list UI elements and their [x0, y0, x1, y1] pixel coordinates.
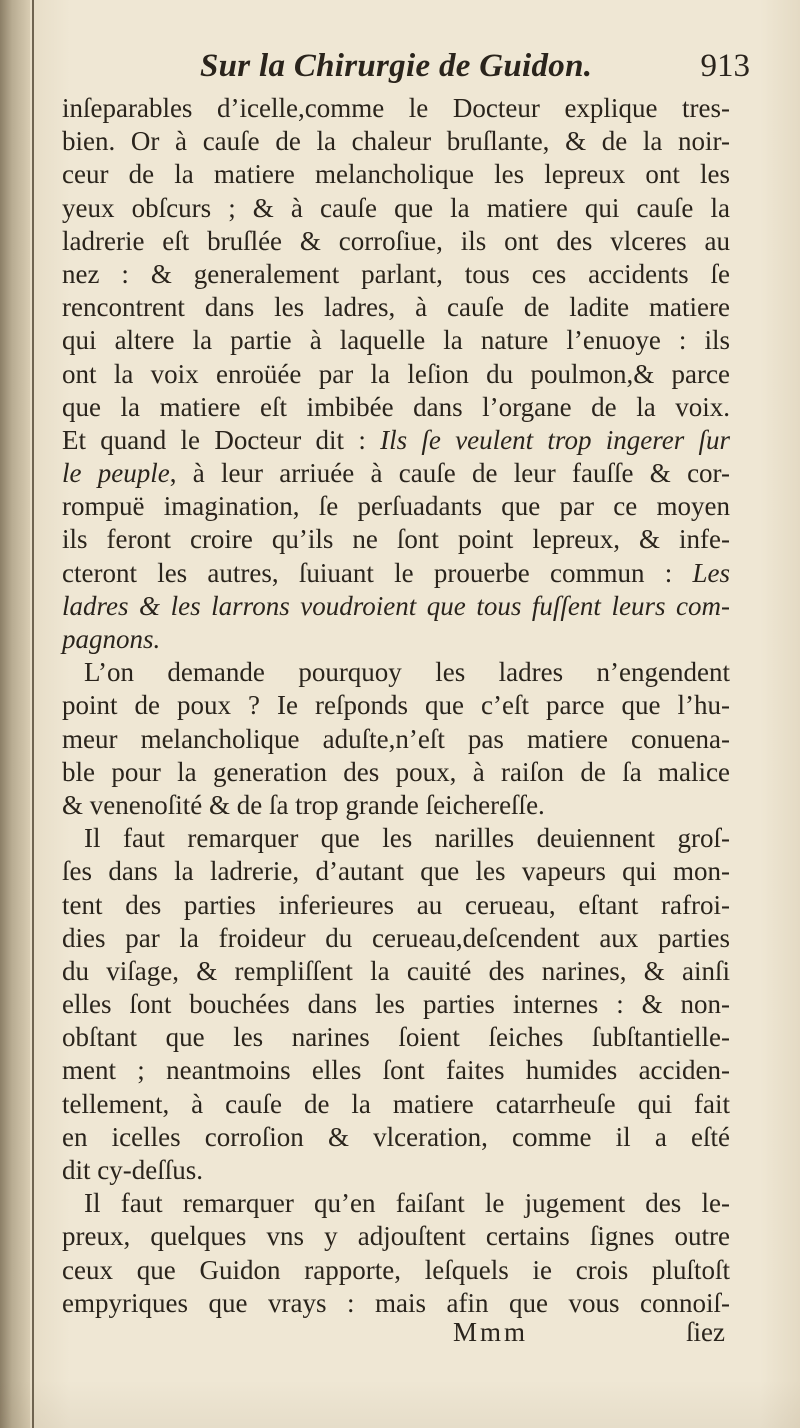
text-line: [62, 225, 730, 258]
text-segment: ceur de la matiere melancholique les lepreux ont les: [62, 159, 730, 190]
text-line: [62, 1154, 730, 1187]
text-segment: ble pour la generation des poux, à raiſon de ſa malice: [62, 756, 730, 787]
italic-quotation: le peuple: [62, 458, 170, 489]
text-segment: empyriques que vrays : mais afin que vous connoiſ-: [62, 1287, 730, 1318]
text-line: [62, 291, 730, 324]
text-segment: elles ſont bouchées dans les parties internes : & non-: [62, 989, 730, 1020]
text-line: [62, 822, 730, 855]
text-line: [62, 723, 730, 756]
running-title: Sur la Chirurgie de Guidon.: [200, 48, 593, 84]
text-segment: ont la voix enroüée par la leſion du poulmon,& parce: [62, 358, 730, 389]
text-line: [62, 855, 730, 888]
text-segment: Il faut remarquer qu’en faiſant le jugement des le-: [84, 1188, 730, 1219]
text-line: [62, 623, 730, 656]
text-segment: Il faut remarquer que les narilles deuiennent groſ-: [84, 823, 730, 854]
text-segment: , à leur arriuée à cauſe de leur fauſſe & cor-: [169, 458, 730, 489]
text-segment: en icelles corroſion & vlceration, comme il a eſté: [62, 1121, 730, 1152]
text-segment: que la matiere eſt imbibée dans l’organe de la voix.: [62, 391, 730, 422]
text-line: [62, 756, 730, 789]
text-line: [62, 1021, 730, 1054]
text-line: [62, 358, 730, 391]
text-line: [62, 1088, 730, 1121]
text-line: [62, 391, 730, 424]
text-line: [62, 1254, 730, 1287]
text-line: [62, 689, 730, 722]
text-line: [62, 557, 730, 590]
text-segment: bien. Or à cauſe de la chaleur bruſlante, & de la noir-: [62, 126, 730, 157]
text-line: [62, 457, 730, 490]
text-line: [62, 490, 730, 523]
text-segment: du viſage, & rempliſſent la cauité des narines, & ainſi: [62, 955, 730, 986]
text-segment: point de poux ? Ie reſponds que c’eſt parce que l’hu-: [62, 690, 730, 721]
text-segment: preux, quelques vns y adjouſtent certains ſignes outre: [62, 1221, 730, 1252]
text-line: [62, 656, 730, 689]
text-line: [62, 324, 730, 357]
text-segment: ment ; neantmoins elles ſont faites humides acciden-: [62, 1055, 730, 1086]
text-segment: & venenoſité & de ſa trop grande ſeichereſſe.: [62, 789, 545, 820]
text-segment: ils feront croire qu’ils ne ſont point lepreux, & infe-: [62, 524, 730, 555]
text-line: [62, 889, 730, 922]
gutter-line: [32, 0, 34, 1428]
text-line: [62, 590, 730, 623]
italic-quotation: pagnons.: [62, 624, 161, 654]
text-line: [62, 92, 730, 125]
text-segment: tellement, à cauſe de la matiere catarrheuſe qui fait: [62, 1088, 730, 1119]
text-segment: nez : & generalement parlant, tous ces accidents ſe: [62, 258, 730, 289]
text-line: [62, 955, 730, 988]
text-line: [62, 1121, 730, 1154]
catchword: ſiez: [686, 1317, 725, 1347]
text-segment: meur melancholique aduſte,n’eſt pas matiere conuena-: [62, 723, 730, 754]
text-segment: dit cy-deſſus.: [62, 1155, 203, 1185]
text-segment: ladrerie eſt bruſlée & corroſiue, ils ont des vlceres au: [62, 225, 730, 256]
text-line: [62, 988, 730, 1021]
text-segment: qui altere la partie à laquelle la nature l’enuoye : ils: [62, 325, 730, 356]
text-segment: rencontrent dans les ladres, à cauſe de ladite matiere: [62, 292, 730, 323]
text-line: [62, 125, 730, 158]
page-header: [60, 46, 770, 90]
text-segment: dies par la froideur du cerueau,deſcendent aux parties: [62, 922, 730, 953]
text-line: [62, 1054, 730, 1087]
text-segment: tent des parties inferieures au cerueau, eſtant rafroi-: [62, 889, 730, 920]
text-line: [62, 1287, 730, 1320]
text-line: [62, 789, 730, 822]
text-segment: rompuë imagination, ſe perſuadants que par ce moyen: [62, 491, 730, 522]
text-line: [62, 523, 730, 556]
text-segment: ceux que Guidon rapporte, leſquels ie crois pluſtoſt: [62, 1254, 730, 1285]
text-line: [62, 192, 730, 225]
italic-quotation: Les: [692, 557, 730, 588]
bottom-margin: [0, 1380, 800, 1428]
text-line: [62, 1220, 730, 1253]
text-segment: yeux obſcurs ; & à cauſe que la matiere qui cauſe la: [62, 192, 730, 223]
text-segment: obſtant que les narines ſoient ſeiches ſubſtantielle-: [62, 1022, 730, 1053]
text-segment: ſes dans la ladrerie, d’autant que les vapeurs qui mon-: [62, 856, 730, 887]
book-binding-shadow: [0, 0, 30, 1428]
body-text: [62, 92, 730, 1320]
text-line: [62, 922, 730, 955]
text-line: [62, 1187, 730, 1220]
text-segment: L’on demande pourquoy les ladres n’engendent: [84, 657, 730, 688]
signature-mark: Mmm: [453, 1317, 529, 1347]
page-number: 913: [700, 48, 750, 84]
italic-quotation: Ils ſe veulent trop ingerer ſur: [380, 424, 730, 455]
text-line: [62, 158, 730, 191]
text-line: [62, 258, 730, 291]
text-segment: Et quand le Docteur dit :: [62, 424, 381, 455]
text-segment: inſeparables d’icelle,comme le Docteur explique tres-: [62, 93, 730, 123]
italic-quotation: ladres & les larrons voudroient que tous fuſſent leurs com-: [62, 590, 730, 621]
text-line: [62, 424, 730, 457]
text-segment: cteront les autres, ſuiuant le prouerbe commun :: [62, 557, 693, 588]
page-footer: [60, 1316, 770, 1356]
